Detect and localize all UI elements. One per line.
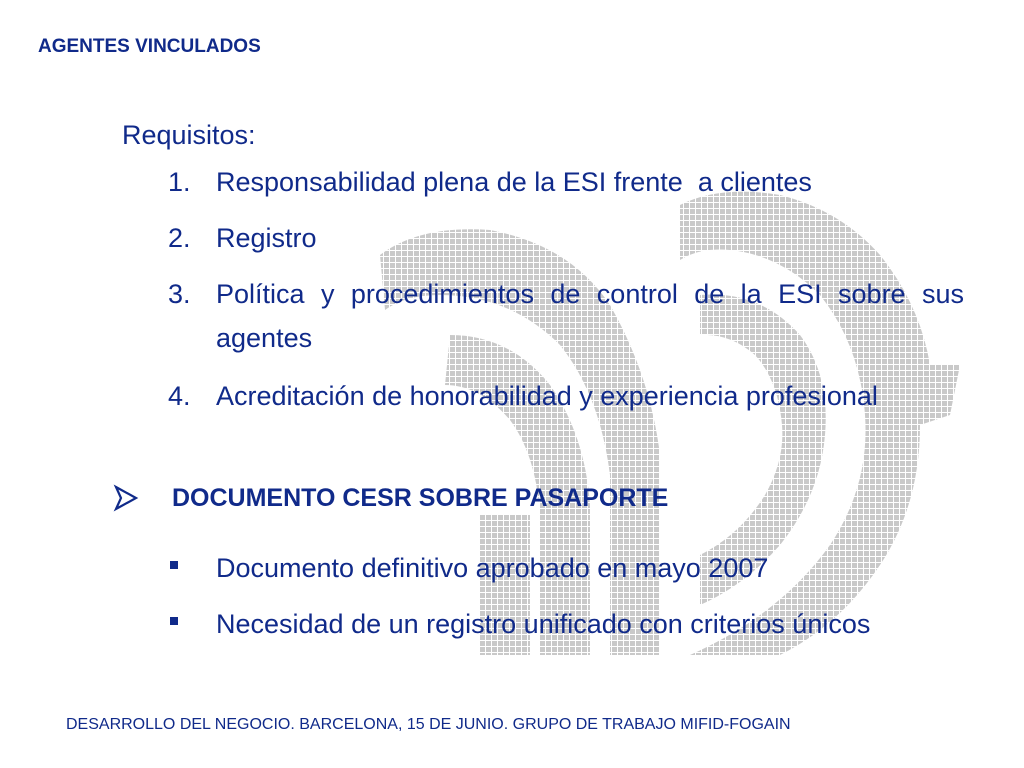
- square-bullet-icon: [170, 561, 178, 569]
- section-heading-text: DOCUMENTO CESR SOBRE PASAPORTE: [172, 484, 669, 512]
- requisito-item-1: [168, 160, 964, 204]
- arrowhead-bullet-icon: [112, 476, 140, 520]
- item-number: 4.: [168, 381, 191, 411]
- requisito-item-4: [168, 374, 964, 418]
- bullet-text: Necesidad de un registro unificado con criterios únicos: [216, 609, 871, 639]
- item-text: Política y procedimientos de control de la ESI sobre sus agentes: [216, 279, 964, 353]
- section-heading: [112, 476, 668, 520]
- item-number: 1.: [168, 167, 191, 197]
- bullet-item-1: [170, 546, 964, 590]
- bullet-item-2: [170, 602, 964, 646]
- bullet-text: Documento definitivo aprobado en mayo 2007: [216, 553, 769, 583]
- item-text: Responsabilidad plena de la ESI frente a clientes: [216, 167, 812, 197]
- item-number: 2.: [168, 223, 191, 253]
- requisitos-label: Requisitos:: [122, 120, 256, 150]
- requisito-item-3: [168, 272, 964, 360]
- square-bullet-icon: [170, 617, 178, 625]
- page-title: AGENTES VINCULADOS: [38, 36, 261, 57]
- footer-text: DESARROLLO DEL NEGOCIO. BARCELONA, 15 DE JUNIO. GRUPO DE TRABAJO MIFID-FOGAIN: [66, 716, 791, 733]
- item-text: Acreditación de honorabilidad y experiencia profesional: [216, 381, 878, 411]
- item-text: Registro: [216, 223, 317, 253]
- item-number: 3.: [168, 279, 191, 309]
- requisito-item-2: [168, 216, 964, 260]
